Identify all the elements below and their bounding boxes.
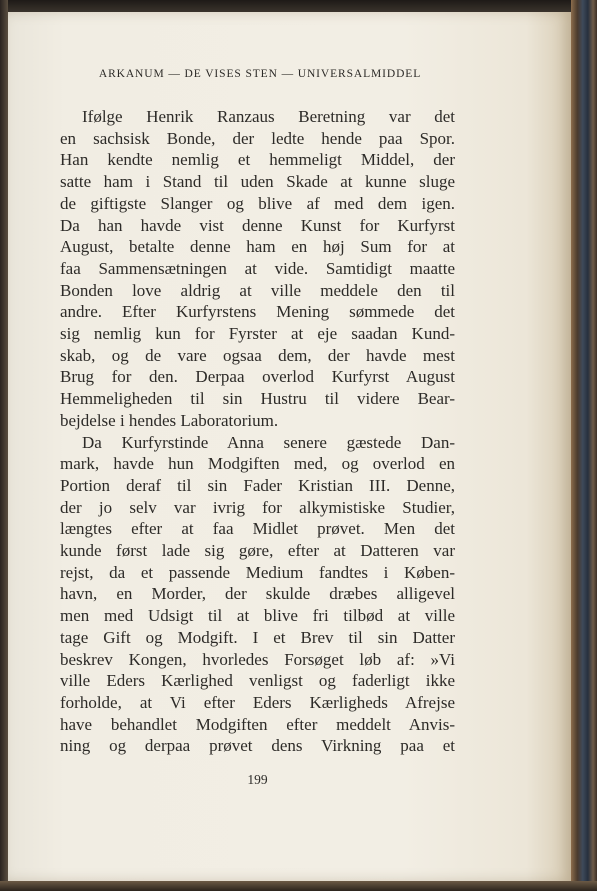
text-line: ville Eders Kærlighed venligst og faderligt ikke	[60, 671, 455, 691]
text-line: satte ham i Stand til uden Skade at kunne sluge	[60, 172, 455, 192]
text-line: mark, havde hun Modgiften med, og overlod en	[60, 454, 455, 474]
text-line: August, betalte denne ham en høj Sum for at	[60, 237, 455, 257]
text-line: andre. Efter Kurfyrstens Mening sømmede det	[60, 302, 455, 322]
text-line: have behandlet Modgiften efter meddelt Anvis-	[60, 714, 455, 734]
text-line: Brug for den. Derpaa overlod Kurfyrst August	[60, 367, 455, 387]
text-line: kunde først lade sig gøre, efter at Datteren var	[60, 541, 455, 561]
text-line: men med Udsigt til at blive fri tilbød at ville	[60, 606, 455, 626]
text-line: sig nemlig kun for Fyrster at eje saadan Kund-	[60, 324, 455, 344]
text-line: Ifølge Henrik Ranzaus Beretning var det	[82, 107, 455, 126]
text-line: Da Kurfyrstinde Anna senere gæstede Dan-	[82, 432, 455, 452]
running-head: ARKANUM — DE VISES STEN — UNIVERSALMIDDEL	[98, 68, 422, 80]
text-line: der jo selv var ivrig for alkymistiske Studier,	[60, 497, 455, 517]
text-line: Portion deraf til sin Fader Kristian III. Denne,	[60, 475, 455, 495]
text-line: de giftigste Slanger og blive af med dem igen.	[60, 193, 455, 213]
text-line: længtes efter at faa Midlet prøvet. Men det	[60, 519, 455, 539]
text-line: Da han havde vist denne Kunst for Kurfyrst	[60, 215, 455, 235]
bottom-cover-edge	[0, 881, 597, 891]
text-line: beskrev Kongen, hvorledes Forsøget løb af: »Vi	[60, 649, 455, 669]
book-cover-edge	[571, 0, 597, 891]
text-line: Han kendte nemlig et hemmeligt Middel, der	[60, 150, 455, 170]
text-line: Bonden love aldrig at ville meddele den til	[60, 280, 455, 300]
text-line: havn, en Morder, der skulde dræbes alligevel	[60, 584, 455, 604]
text-line: bejdelse i hendes Laboratorium.	[60, 410, 279, 430]
text-line: ning og derpaa prøvet dens Virkning paa et	[60, 736, 455, 756]
text-line: en sachsisk Bonde, der ledte hende paa Spor.	[60, 128, 455, 148]
text-line: faa Sammensætningen at vide. Samtidigt maatte	[60, 258, 455, 278]
top-shadow-edge	[0, 0, 597, 12]
text-line: skab, og de vare ogsaa dem, der havde mest	[60, 345, 455, 365]
text-line: Hemmeligheden til sin Hustru til videre Bear-	[60, 389, 455, 409]
text-line: rejst, da et passende Medium fandtes i Køben-	[60, 562, 455, 582]
text-line: tage Gift og Modgift. I et Brev til sin Datter	[60, 627, 455, 647]
text-line: forholde, at Vi efter Eders Kærligheds Afrejse	[60, 692, 455, 712]
left-shadow-edge	[0, 0, 8, 891]
body-text	[60, 106, 455, 757]
page-number: 199	[247, 772, 268, 787]
